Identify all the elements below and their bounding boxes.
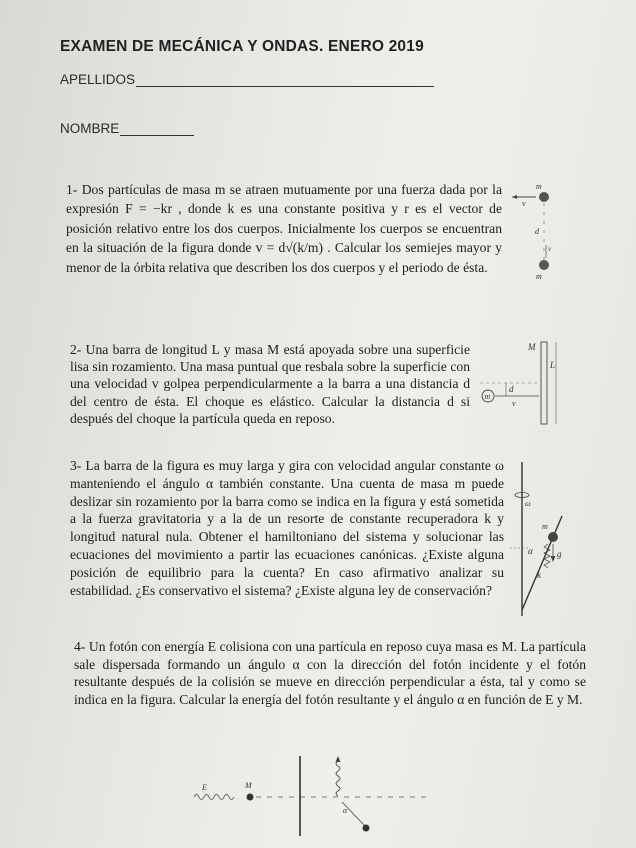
problem-3-figure [508, 458, 578, 618]
fig1-distance-label: d [535, 227, 539, 236]
fig2-mass-bar-label: M [528, 342, 536, 352]
fig4-incident-photon [194, 795, 234, 800]
fig4-mass-label: M [245, 781, 252, 790]
fig3-gravity-label: g [557, 549, 562, 559]
fig4-alpha-label: α [343, 806, 348, 815]
problem-1 [66, 180, 502, 277]
fig2-length-label: L [550, 360, 556, 370]
problem-1-figure [506, 180, 566, 280]
problem-2-number: 2- [70, 342, 82, 357]
fig1-velocity-label-bottom: v [548, 245, 552, 253]
problem-2 [70, 341, 470, 427]
fig1-mass-top-label: m [536, 182, 542, 191]
problem-3-text: La barra de la figura es muy larga y gira con velocidad angular constante ω manteniendo el ángulo α también constante. Una cuenta de masa m puede deslizar sin rozamiento por la barra como se indica en la figura y está sometida a la fuerza gravitatoria y a la de un resorte de constante recuperadora k y longitud natural nula. Obtener el hamiltoniano del sistema y solucionar las ecuaciones del movimiento a partir las ecuaciones canónicas. ¿Existe alguna posición de equilibrio para la cuenta? En caso afirmativo analizar su estabilidad. ¿Es conservativo el sistema? ¿Existe alguna ley de conservación? [70, 458, 504, 598]
fig1-mass-bottom [539, 260, 549, 270]
surname-label: APELLIDOS [60, 72, 136, 87]
problem-4-text: Un fotón con energía E colisiona con una partícula en reposo cuya masa es M. La partícula sale dispersada formando un ángulo α con la dirección del fotón incidente y el fotón resultante después de la colisión se mueve en dirección perpendicular a ésta, tal y como se indica en la figura. Calcular la energía del fotón resultante y el ángulo α en función de E y M. [74, 639, 586, 707]
name-line[interactable] [120, 123, 194, 136]
fig3-spring-label: k [537, 570, 541, 580]
fig4-particle [247, 794, 254, 801]
surname-line[interactable] [136, 74, 434, 87]
fig4-outgoing-photon [336, 761, 340, 796]
problem-4 [74, 638, 586, 708]
problem-2-figure [476, 338, 576, 428]
fig1-velocity-label-top: v [522, 199, 526, 208]
problem-3-number: 3- [70, 458, 82, 473]
problem-1-text: Dos partículas de masa m se atraen mutuamente por una fuerza dada por la expresión F = −kr , donde k es una constante positiva y r es el vector de posición relativo entre los dos cuerpos. Inicialmente los cuerpos se encuentran en la situación de la figura donde v = d√(k/m) . Calcular los semiejes mayor y menor de la órbita relativa que describen los dos cuerpos y el periodo de ésta. [66, 182, 502, 275]
fig4-scattered-particle [363, 825, 370, 832]
fig4-outgoing-photon-arrowhead [336, 756, 341, 762]
surname-field[interactable] [60, 72, 434, 87]
problem-2-text: Una barra de longitud L y masa M está apoyada sobre una superficie lisa sin rozamiento. Una masa puntual que resbala sobre la superficie con una velocidad v golpea perpendicularmente a la barra a una distancia d del centro de ésta. El choque es elástico. Calcular la distancia d si después del choque la partícula queda en reposo. [70, 342, 470, 426]
exam-title: EXAMEN DE MECÁNICA Y ONDAS. ENERO 2019 [60, 38, 424, 55]
fig1-mass-top [539, 192, 549, 202]
fig3-omega-label: ω [525, 499, 531, 508]
fig1-velocity-arrowhead [512, 195, 517, 199]
problem-4-figure [192, 750, 432, 840]
problem-1-number: 1- [66, 182, 78, 197]
name-label: NOMBRE [60, 121, 120, 136]
fig3-alpha-label: α [528, 546, 533, 556]
fig2-distance-label: d [509, 384, 514, 394]
fig2-bar [541, 342, 547, 424]
fig2-velocity-label: v [512, 399, 516, 408]
fig2-particle-label: m [484, 392, 491, 401]
fig4-energy-label: E [202, 783, 207, 792]
name-field[interactable] [60, 121, 194, 136]
fig1-mass-bottom-label: m [536, 272, 542, 281]
problem-4-number: 4- [74, 639, 86, 654]
fig3-gravity-arrowhead [551, 556, 556, 562]
problem-3 [70, 457, 504, 599]
fig3-bead [548, 532, 558, 542]
fig3-mass-label: m [542, 522, 548, 531]
